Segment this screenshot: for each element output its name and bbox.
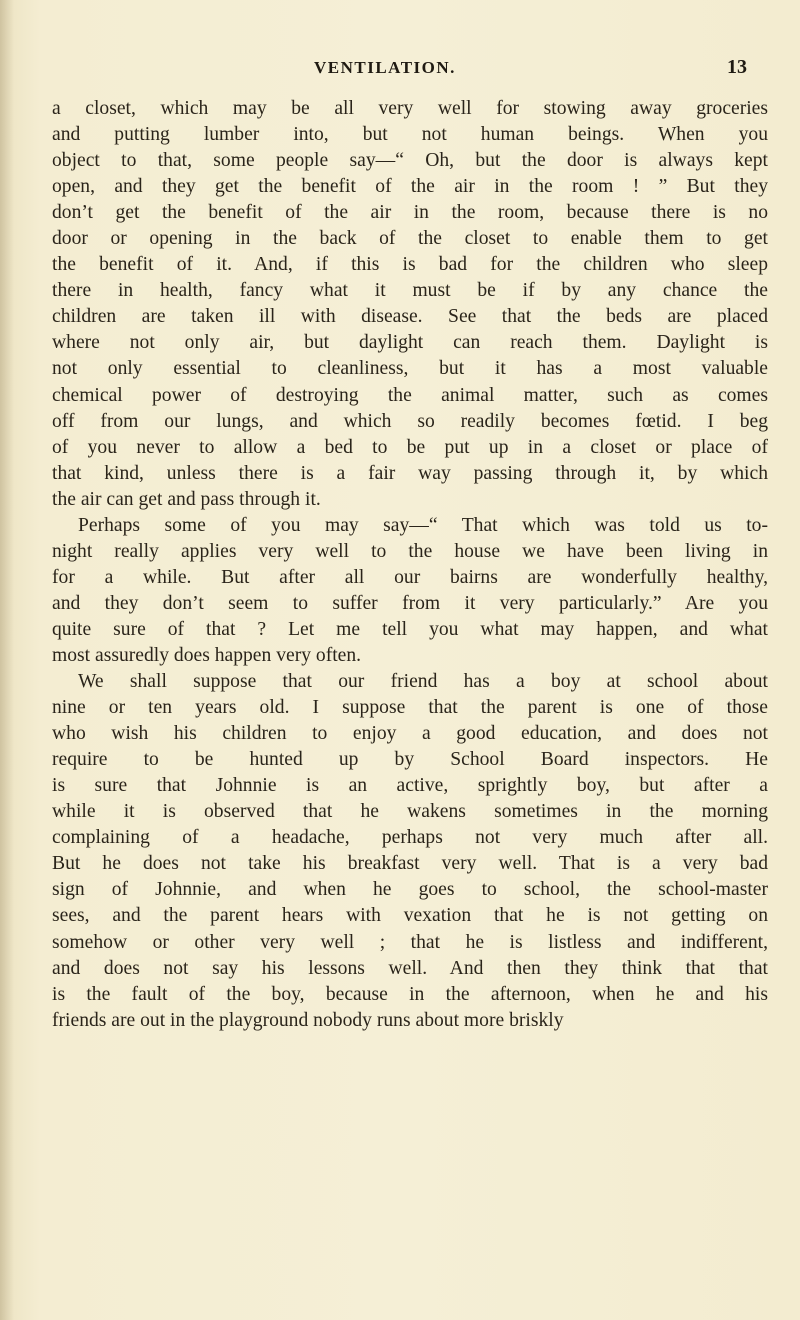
paragraph-end-line: the air can get and pass through it. [52,488,321,510]
text-line: that kind, unless there is a fair way passing through it, by which [52,462,768,484]
text-line: sees, and the parent hears with vexation that he is not getting on [52,905,768,927]
text-line: sign of Johnnie, and when he goes to school, the school-master [52,879,768,901]
text-line: don’t get the benefit of the air in the room, because there is no [52,202,768,224]
body-text [52,96,768,1034]
text-line: door or opening in the back of the closet to enable them to get [52,228,768,250]
page-number: 13 [727,56,747,78]
text-line: children are taken ill with disease. See that the beds are placed [52,306,768,328]
text-line: off from our lungs, and which so readily becomes fœtid. I beg [52,410,768,432]
text-line: and putting lumber into, but not human beings. When you [52,124,768,146]
gutter-shadow [0,0,14,1320]
text-line: there in health, fancy what it must be if by any chance the [52,280,768,302]
paragraph-start-line: Perhaps some of you may say—“ That which was told us to- [78,514,768,536]
text-line: nine or ten years old. I suppose that the parent is one of those [52,697,768,719]
text-line: where not only air, but daylight can reach them. Daylight is [52,332,768,354]
text-line: object to that, some people say—“ Oh, but the door is always kept [52,150,768,172]
text-line: who wish his children to enjoy a good education, and does not [52,723,768,745]
text-line: require to be hunted up by School Board inspectors. He [52,749,768,771]
text-line: open, and they get the benefit of the air in the room ! ” But they [52,176,768,198]
text-line: quite sure of that ? Let me tell you what may happen, and what [52,618,768,640]
text-line: But he does not take his breakfast very well. That is a very bad [52,853,768,875]
text-line: of you never to allow a bed to be put up in a closet or place of [52,436,768,458]
text-line: chemical power of destroying the animal matter, such as comes [52,384,768,406]
text-line: friends are out in the playground nobody runs about more briskly [52,1009,564,1031]
running-title: VENTILATION. [314,58,456,77]
text-line: night really applies very well to the house we have been living in [52,540,768,562]
text-line: somehow or other very well ; that he is listless and indifferent, [52,931,768,953]
paragraph-start-line: We shall suppose that our friend has a boy at school about [78,671,768,693]
paragraph-end-line: most assuredly does happen very often. [52,644,362,666]
text-line: not only essential to cleanliness, but it has a most valuable [52,358,768,380]
text-line: a closet, which may be all very well for stowing away groceries [52,98,768,119]
text-line: and they don’t seem to suffer from it very particularly.” Are you [52,592,768,614]
page-header [0,58,800,82]
text-line: complaining of a headache, perhaps not very much after all. [52,827,768,849]
text-line: and does not say his lessons well. And then they think that that [52,957,768,979]
text-line: is the fault of the boy, because in the afternoon, when he and his [52,983,768,1005]
text-line: while it is observed that he wakens sometimes in the morning [52,801,768,823]
text-line: for a while. But after all our bairns are wonderfully healthy, [52,566,768,588]
text-line: the benefit of it. And, if this is bad for the children who sleep [52,254,768,276]
text-line: is sure that Johnnie is an active, sprightly boy, but after a [52,775,768,797]
